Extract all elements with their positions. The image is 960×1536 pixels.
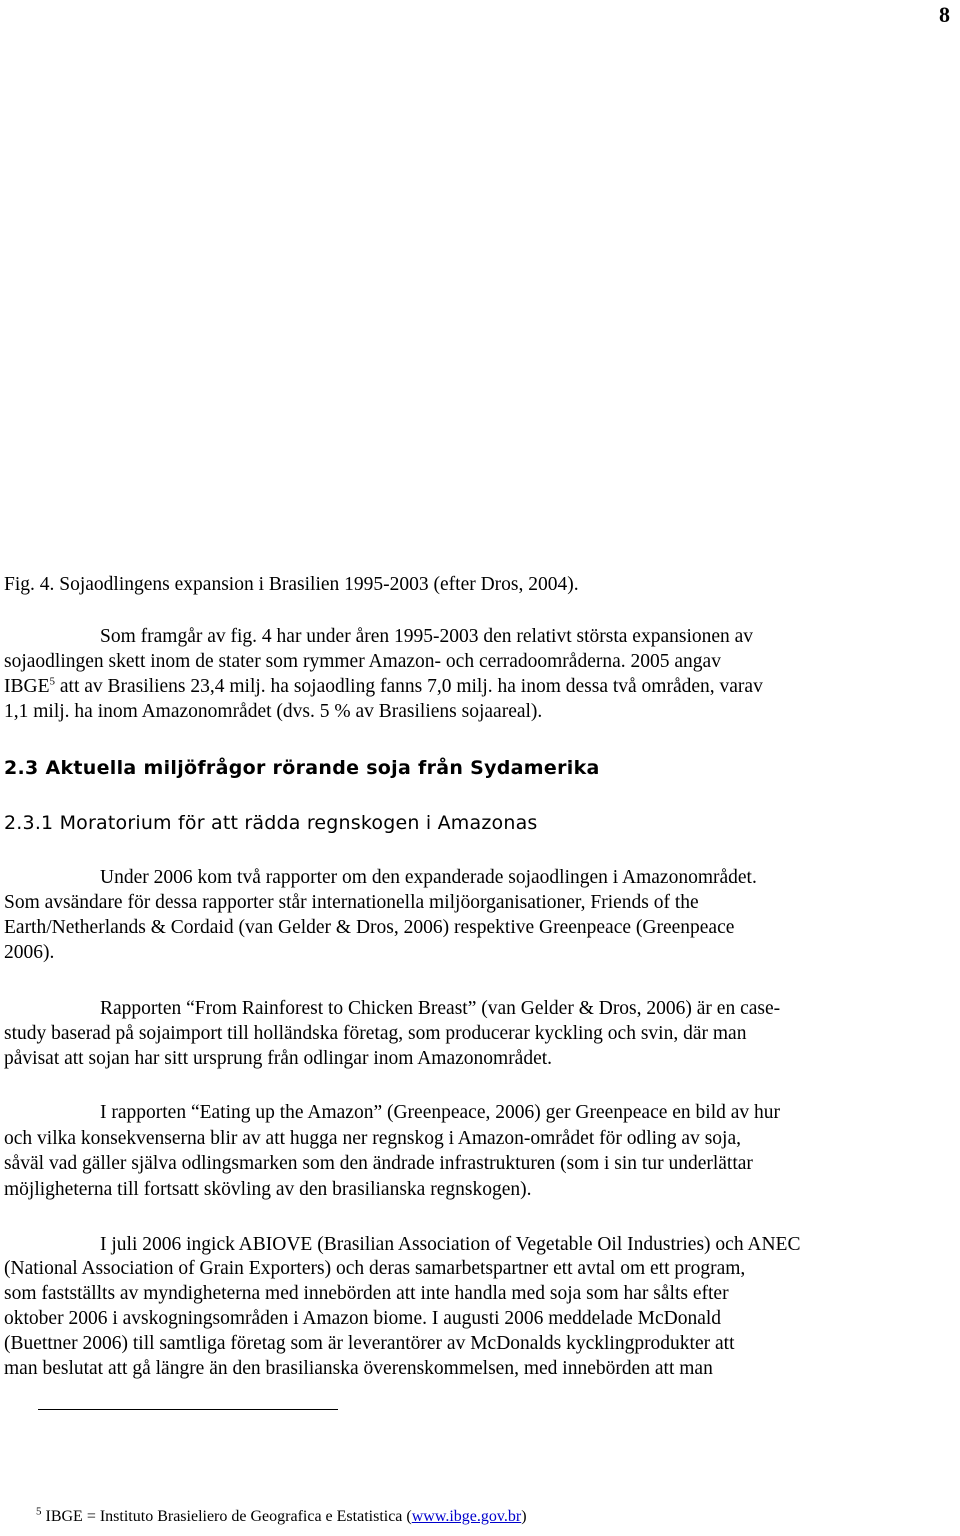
para5-line4: oktober 2006 i avskogningsområden i Amazon biome. I augusti 2006 meddelade McDonald xyxy=(4,1308,722,1329)
footnote-close: ) xyxy=(521,1508,527,1525)
footnote-divider xyxy=(38,1409,338,1410)
para1-line3-rest: att av Brasiliens 23,4 milj. ha sojaodling fanns 7,0 milj. ha inom dessa två områden, varav xyxy=(55,676,763,697)
section-heading: 2.3 Aktuella miljöfrågor rörande soja från Sydamerika xyxy=(4,757,600,779)
para5-line3: som fastställts av myndigheterna med innebörden att inte handla med soja som har sålts efter xyxy=(4,1283,729,1304)
para4-line3: såväl vad gäller själva odlingsmarken som den ändrade infrastrukturen (som i sin tur underlättar xyxy=(4,1153,753,1174)
para5-line1: I juli 2006 ingick ABIOVE (Brasilian Association of Vegetable Oil Industries) och ANEC xyxy=(100,1234,801,1255)
para2-line1: Under 2006 kom två rapporter om den expanderade sojaodlingen i Amazonområdet. xyxy=(100,867,757,888)
para3-line3: påvisat att sojan har sitt ursprung från odlingar inom Amazonområdet. xyxy=(4,1048,553,1069)
footnote-ref: 5 xyxy=(49,675,55,688)
para1-line3-start: IBGE xyxy=(4,676,50,697)
para4-line4: möjligheterna till fortsatt skövling av den brasilianska regnskogen). xyxy=(4,1179,532,1200)
para4-line1: I rapporten “Eating up the Amazon” (Greenpeace, 2006) ger Greenpeace en bild av hur xyxy=(100,1102,781,1123)
page-number: 8 xyxy=(939,2,950,27)
footnote-marker: 5 xyxy=(36,1505,42,1518)
para1-line2: sojaodlingen skett inom de stater som rymmer Amazon- och cerradoområderna. 2005 angav xyxy=(4,651,721,672)
para2-line4: 2006). xyxy=(4,942,55,963)
para2-line3: Earth/Netherlands & Cordaid (van Gelder & Dros, 2006) respektive Greenpeace (Greenpeace xyxy=(4,917,735,938)
footnote-text: IBGE = Instituto Brasieliero de Geografica e Estatistica ( xyxy=(41,1508,412,1525)
para3-line1: Rapporten “From Rainforest to Chicken Breast” (van Gelder & Dros, 2006) är en case- xyxy=(100,998,781,1019)
subsection-heading: 2.3.1 Moratorium för att rädda regnskogen i Amazonas xyxy=(4,812,538,834)
para5-line2: (National Association of Grain Exporters) och deras samarbetspartner ett avtal om ett program, xyxy=(4,1258,746,1279)
footnote xyxy=(36,1505,527,1526)
footnote-link[interactable]: www.ibge.gov.br xyxy=(411,1508,522,1525)
para5-line6: man beslutat att gå längre än den brasilianska överenskommelsen, med innebörden att man xyxy=(4,1358,713,1379)
para1-line4: 1,1 milj. ha inom Amazonområdet (dvs. 5 % av Brasiliens sojaareal). xyxy=(4,701,543,722)
para1-line3 xyxy=(4,675,763,699)
para5-line5: (Buettner 2006) till samtliga företag som är leverantörer av McDonalds kycklingprodukter att xyxy=(4,1333,735,1354)
para1-line1: Som framgår av fig. 4 har under åren 1995-2003 den relativt största expansionen av xyxy=(100,626,754,647)
para2-line2: Som avsändare för dessa rapporter står internationella miljöorganisationer, Friends of the xyxy=(4,892,699,913)
figure-caption: Fig. 4. Sojaodlingens expansion i Brasilien 1995-2003 (efter Dros, 2004). xyxy=(4,574,579,595)
para3-line2: study baserad på sojaimport till holländska företag, som producerar kyckling och svin, där man xyxy=(4,1023,747,1044)
para4-line2: och vilka konsekvenserna blir av att hugga ner regnskog i Amazon-området för odling av soja, xyxy=(4,1128,742,1149)
